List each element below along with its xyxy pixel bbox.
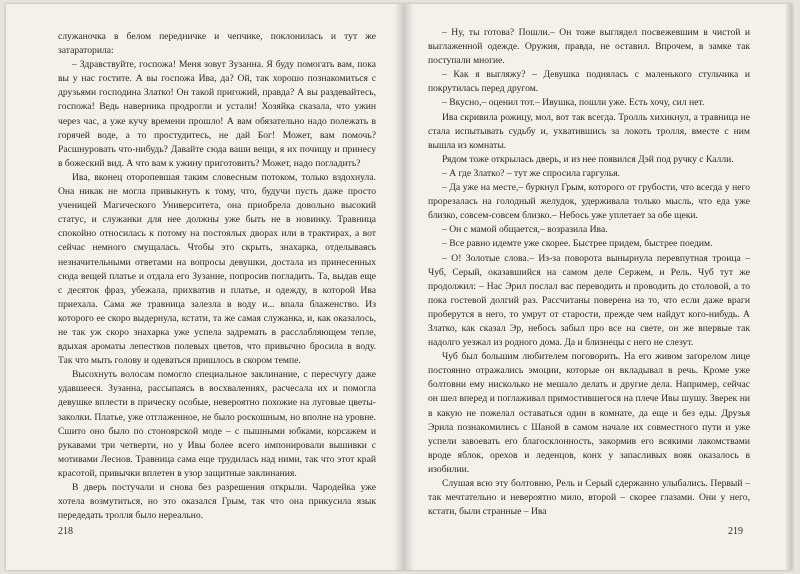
right-page-text xyxy=(428,26,750,519)
paragraph: – А где Златко? – тут же спросила гаргулья. xyxy=(442,167,620,179)
page-number: 218 xyxy=(58,526,73,537)
paragraph: – Да уже на месте,– буркнул Грым, которого от грубости, что всегда у него прорезалась на голодный желудок, удерживала только мысль, что еда уже близко, совсем-совсем близко.– Небось уже уплетает за обе щеки. xyxy=(428,182,750,222)
paragraph: – Он с мамой общается,– возразила Ива. xyxy=(442,224,608,236)
page-number: 219 xyxy=(728,526,743,537)
paragraph: – Все равно идемте уже скорее. Быстрее придем, быстрее поедим. xyxy=(442,238,713,250)
paragraph: В дверь постучали и снова без разрешения открыли. Чародейка уже хотела возмутиться, но это оказался Грым, так что она прикусила язык передедать тролля было нереально. xyxy=(58,482,376,522)
paragraph: Ива скривила рожицу, мол, вот так всегда. Тролль хихикнул, а травница не стала испытывать судьбу и, ухватившись за локоть тролля, вместе с ним вышла из комнаты. xyxy=(428,111,750,151)
paragraph: Ива, вконец оторопевшая таким словесным потоком, только вздохнула. Она никак не могла привыкнуть к тому, что, будучи пусть даже просто ученицей Магического Университета, она приобрела довольно высокий статус, и служанки для нее должны уже быть не в новинку. Травница спокойно относилась к потому на постоялых дворах или в трактирах, а вот сейчас немного смущалась. Чтобы это скрыть, знахарка, отделываясь незначительными ответами на вопросы девушки, достала из принесенных сюда вещей платье и отдала его Зузанне, попросив погладить. Та, выдав еще с десяток фраз, убежала, прихватив и платье, и одежду, в которой Ива приехала. Сама же травница залезла в воду и... впала блаженство. Из которого ее скоро выдернула, кстати, та же самая служанка, и, как оказалось, не так уж скоро знахарка уже успела задремать в расслабляющем тепле, вдыхая ароматы лепестков полевых цветов, что привычно бросила в воду. Так что мыть голову и одеваться пришлось в скором темпе. xyxy=(58,171,376,367)
left-page-text xyxy=(58,30,376,523)
paragraph: – Вкусно,– оценил тот.– Ивушка, пошли уже. Есть хочу, сил нет. xyxy=(442,97,705,109)
right-page xyxy=(412,4,792,570)
paragraph: Высохнуть волосам помогло специальное заклинание, с пересчугу даже удавшееся. Зузанна, рассыпаясь в восхвалениях, расчесала их и помогла девушке вплести в прическу особые, невероятно похожие на луговые цветы-заколки. Платье, уже отглаженное, не было роскошным, но вполне на уровне. Сшито оно было по стоноярской моде – с пышными юбками, корсажем и рукавами три четверти, но у Ивы более всего импонировали вышивки с мотивами Леснов. Травница сама еще трудилась над ними, так что этот край красотой, привычки вплетен в узор защитные заклинания. xyxy=(58,369,376,479)
paragraph: Слушая всю эту болтовню, Рель и Серый сдержанно улыбались. Первый – так мечтательно и невероятно мило, второй – скорее глазами. Они у него, кстати, были странные – Ива xyxy=(428,478,750,518)
paragraph: Рядом тоже открылась дверь, и из нее появился Дэй под ручку с Калли. xyxy=(442,153,734,165)
paragraph: – Как я выгляжу? – Девушка поднялась с маленького стульчика и покрутилась перед другом. xyxy=(428,69,750,95)
book-gutter xyxy=(394,4,414,570)
paragraph: – Здравствуйте, госпожа! Меня зовут Зузанна. Я буду помогать вам, пока вы у нас гостите. А вы госпожа Ива, да? Ой, так хорошо познакомиться с друзьями господина Златко! Он такой пригожий, правда? А вы раздевайтесь, госпожа! Ведь наверника продрогли и устали! Хозяйка сказала, что ужин через час, а уже кучу времени прошло! А вам обязательно надо полежать в горячей воде, а то простудитесь, не дай Бог! Может, вам помочь? Расшнуровать что-нибудь? Давайте сюда ваши вещи, я их почищу и принесу в божеский вид. А что вам к ужину приготовить? Может, надо погладить? xyxy=(58,59,376,169)
paragraph: Чуб был большим любителем поговорить. На его живом загорелом лице постоянно отражались эмоции, которые он вкладывал в речь. Кроме уже болтовни ему нисколько не мешало делать и другие дела. Например, сейчас он шел вперед и поглаживал примостившегося на плече Ивы шушу. Зверек ни в какую не пожелал оставаться один в комнате, да еще и без еды. Друзья Эрила познакомились с Шаной в самом начале их совместного пути и уже успели завоевать его благосклонность, закормив его всякими лакомствами вроде яблок, орехов и леденцов, конх у запасливых вояк оказалось в изобилии. xyxy=(428,351,750,475)
paragraph: – Ну, ты готова? Пошли.– Он тоже выглядел посвежевшим в чистой и выглаженной одежде. Оружия, правда, не оставил. Впрочем, в замке так поступали многие. xyxy=(428,27,750,67)
paragraph: служаночка в белом передничке и чепчике, поклонилась и тут же затараторила: xyxy=(58,31,376,57)
paragraph: – О! Золотые слова.– Из-за поворота вынырнула перевпутная троица – Чуб, Серый, оказавшийся на самом деле Сержем, и Рель. Чуб тут же продолжил: – Нас Эрил послал вас переводить и проводить до столовой, а то пока гостевой долгий раз. Рассчитаны поверена на то, что если даже враги проберутся в него, то умрут от старости, прежде чем найдут кого-нибудь. А Златко, как сказал Эр, небось забыл про все на свете, он же впервые так надолго уезжал из родного дома. Да и близнецы с него не слезут. xyxy=(428,252,750,349)
left-page xyxy=(6,4,396,570)
book-spread xyxy=(6,4,792,570)
